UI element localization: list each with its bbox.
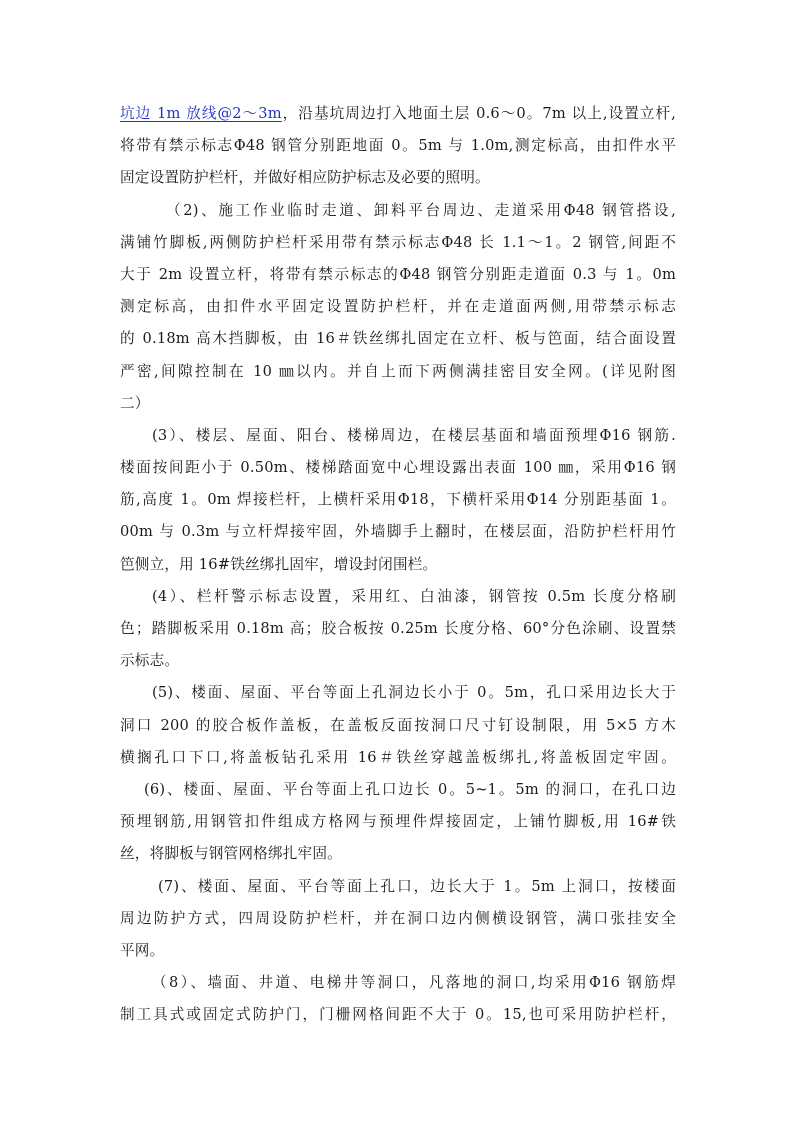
paragraph-3 [120, 420, 676, 581]
paragraph-2 [120, 195, 676, 420]
text-line: 筋,高度 1。0m 焊接栏杆，上横杆采用Φ18，下横杆采用Φ14 分别距基面 1。 [120, 491, 676, 509]
text-line: (3）、楼层、屋面、阳台、楼梯周边，在楼层基面和墙面预埋Φ16 钢筋. [152, 426, 676, 444]
text-line: 平网。 [120, 941, 165, 959]
paragraph-4 [120, 581, 676, 678]
text-line: 的 0.18m 高木挡脚板，由 16＃铁丝绑扎固定在立杆、板与笆面，结合面设置 [120, 330, 676, 348]
text-line: 00m 与 0.3m 与立杆焊接牢固，外墙脚手上翻时，在楼层面，沿防护栏杆用竹 [120, 523, 676, 541]
text-line: 大于 2m 设置立杆，将带有禁示标志的Φ48 钢管分别距走道面 0.3 与 1。0m [120, 265, 676, 283]
text-line: (5)、楼面、屋面、平台等面上孔洞边长小于 0。5m，孔口采用边长大于 [152, 684, 676, 702]
text-line: （8）、墙面、井道、电梯井等洞口，凡落地的洞口,均采用Φ16 钢筋焊 [152, 974, 676, 992]
text-line: 笆侧立，用 16#铁丝绑扎固牢，增设封闭围栏。 [120, 555, 438, 573]
text-line: （2)、施工作业临时走道、卸料平台周边、走道采用Φ48 钢管搭设, [166, 201, 676, 219]
text-line: 固定设置防护栏杆，并做好相应防护标志及必要的照明。 [120, 169, 490, 187]
hyperlink-text[interactable]: 坑边 1m 放线@2～3m [120, 105, 282, 122]
text-line: 将带有禁示标志Φ48 钢管分别距地面 0。5m 与 1.0m,测定标高，由扣件水平 [120, 137, 676, 155]
line-text: ，沿基坑周边打入地面土层 0.6～0。7m 以上,设置立杆, [281, 105, 676, 122]
text-line: (7)、楼面、屋面、平台等面上孔口，边长大于 1。5m 上洞口，按楼面 [158, 877, 676, 895]
text-line: 满铺竹脚板,两侧防护栏杆采用带有禁示标志Φ48 长 1.1～1。2 钢管,间距不 [120, 233, 676, 251]
text-line: 横搁孔口下口,将盖板钻孔采用 16＃铁丝穿越盖板绑扎,将盖板固定牢固。 [120, 748, 676, 766]
text-line: 色；踏脚板采用 0.18m 高；胶合板按 0.25m 长度分格、60°分色涂刷、设置禁 [120, 620, 676, 637]
text-line: 制工具式或固定式防护门，门栅网格间距不大于 0。15,也可采用防护栏杆， [120, 1006, 676, 1024]
text-line: 楼面按间距小于 0.50m、楼梯踏面宽中心埋设露出表面 100 ㎜，采用Φ16 钢 [120, 459, 676, 477]
text-line: 周边防护方式，四周设防护栏杆，并在洞口边内侧横设钢管，满口张挂安全 [120, 909, 676, 927]
text-line: (6)、楼面、屋面、平台等面上孔口边长 0。5~1。5m 的洞口，在孔口边 [144, 780, 676, 798]
text-line: 示标志。 [120, 652, 180, 670]
text-line: 严密,间隙控制在 10 ㎜以内。并自上而下两侧满挂密目安全网。(详见附图 [120, 362, 676, 380]
paragraph-7 [120, 871, 676, 968]
text-line: 洞口 200 的胶合板作盖板，在盖板反面按洞口尺寸钉设制限，用 5×5 方木 [120, 716, 676, 734]
paragraph-1 [120, 98, 676, 195]
document-page [120, 98, 676, 1031]
paragraph-6 [120, 774, 676, 871]
text-line: 测定标高，由扣件水平固定设置防护栏杆，并在走道面两侧,用带禁示标志 [120, 298, 676, 316]
text-line [120, 98, 676, 130]
text-line: 二） [120, 394, 150, 412]
text-line: 丝，将脚板与钢管网格绑扎牢固。 [120, 845, 342, 863]
text-line: 预埋钢筋,用钢管扣件组成方格网与预埋件焊接固定，上铺竹脚板,用 16#铁 [120, 813, 676, 831]
paragraph-5 [120, 677, 676, 774]
text-line: (4）、栏杆警示标志设置，采用红、白油漆，钢管按 0.5m 长度分格刷 [152, 587, 676, 605]
paragraph-8 [120, 967, 676, 1031]
